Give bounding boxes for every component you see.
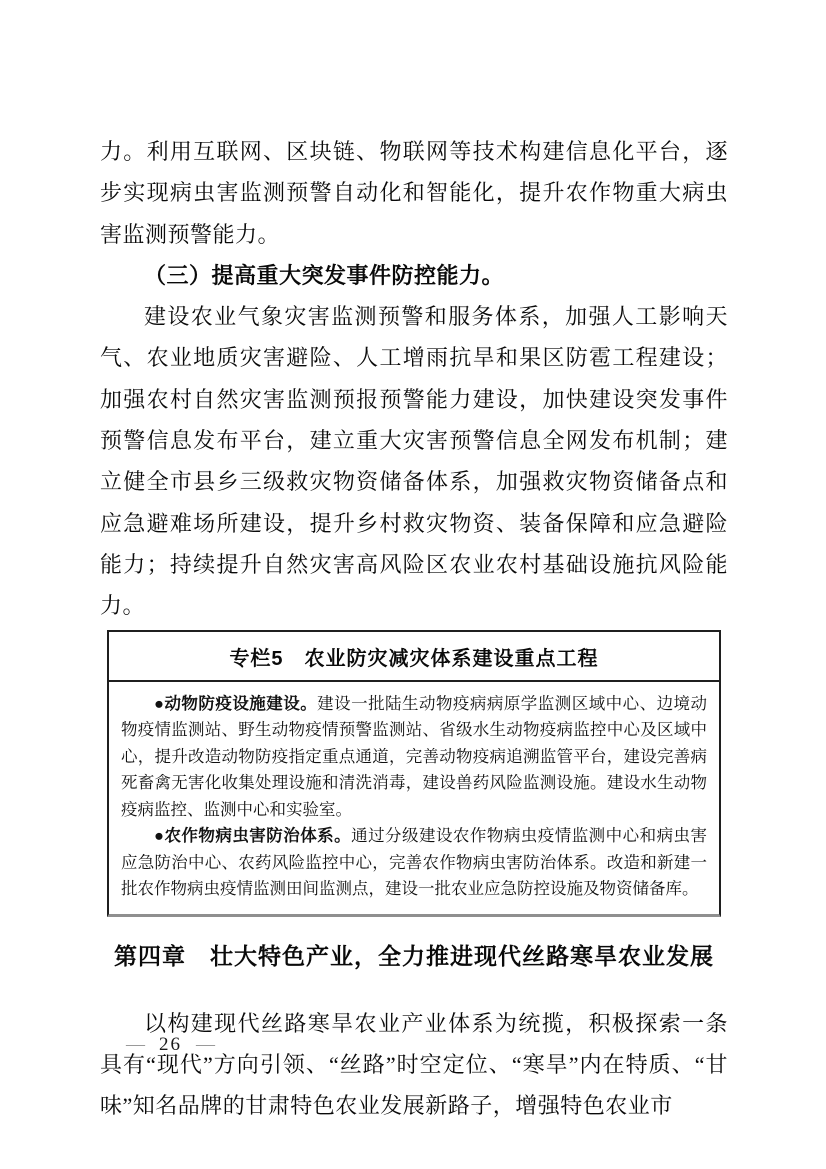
box-item-text: 通过分级建设农作物病虫疫情监测中心和病虫害应急防治中心、农药风险监控中心，完善农作物病虫害防治体系。改造和新建一批农作物病虫疫情监测田间监测点，建设一批农业应急防控设施及物资储备库。 [121,827,708,899]
paragraph-chapter4-intro: 以构建现代丝路寒旱农业产业体系为统揽，积极探索一条具有“现代”方向引领、“丝路”时空定位、“寒旱”内在特质、“甘味”知名品牌的甘肃特色农业发展新路子，增强特色农业市 [100,1010,728,1119]
column-box-5 [107,630,721,917]
box-item-crop-pest-control [121,823,707,903]
bullet-icon: ● [154,827,165,846]
section-heading-3: （三）提高重大突发事件防控能力。 [144,262,505,288]
column-box-body [109,682,719,914]
footer-dash-left: — [126,1034,145,1055]
box-item-title: 动物防疫设施建设。 [164,694,318,713]
footer-dash-right: — [196,1034,215,1055]
box-item-title: 农作物病虫害防治体系。 [164,827,352,846]
paragraph-disaster-prevention: 建设农业气象灾害监测预警和服务体系，加强人工影响天气、农业地质灾害避险、人工增雨抗旱和果区防雹工程建设；加强农村自然灾害监测预报预警能力建设，加快建设突发事件预警信息发布平台，建立重大灾害预警信息全网发布机制；建立健全市县乡三级救灾物资储备体系，加强救灾物资储备点和应急避难场所建设，提升乡村救灾物资、装备保障和应急避险能力；持续提升自然灾害高风险区农业农村基础设施抗风险能力。 [100,304,728,619]
page-number: 26 [159,1034,182,1055]
box-item-text: 建设一批陆生动物疫病病原学监测区域中心、边境动物疫情监测站、野生动物疫情预警监测站、省级水生动物疫病监控中心及区域中心，提升改造动物防疫指定重点通道，完善动物疫病追溯监管平台，建设完善病死畜禽无害化收集处理设施和清洗消毒，建设兽药风险监测设施。建设水生动物疫病监控、监测中心和实验室。 [121,694,708,819]
chapter-4-heading: 第四章 壮大特色产业，全力推进现代丝路寒旱农业发展 [114,942,714,969]
page-content [100,131,728,1126]
column-box-title: 专栏5 农业防灾减灾体系建设重点工程 [109,632,719,682]
bullet-icon: ● [154,694,165,713]
page-footer [126,1034,215,1056]
box-item-animal-epidemic [121,691,707,824]
paragraph-pest-monitoring: 力。利用互联网、区块链、物联网等技术构建信息化平台，逐步实现病虫害监测预警自动化和智能化，提升农作物重大病虫害监测预警能力。 [100,139,728,247]
